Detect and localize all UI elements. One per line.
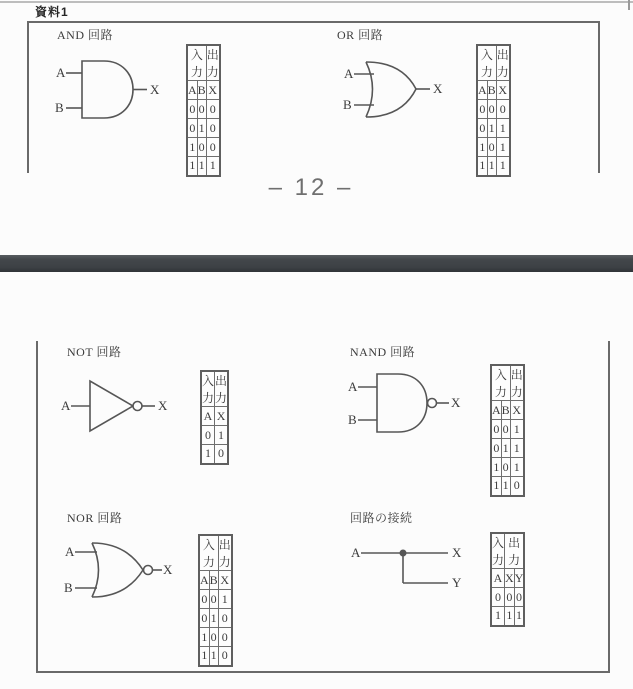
table-group-header: 入力 [201, 371, 215, 407]
table-cell: 0 [505, 588, 515, 607]
table-cell: 1 [218, 590, 232, 609]
table-row [201, 445, 228, 464]
table-col-header: X [206, 81, 220, 100]
table-col-header: Y [514, 569, 524, 588]
or-gate-diagram [336, 55, 441, 125]
truth-table [198, 534, 233, 667]
table-cell: 0 [477, 100, 487, 119]
not-output-x-label: X [158, 398, 168, 413]
table-cell: 0 [197, 100, 206, 119]
table-col-header: A [199, 571, 209, 590]
table-group-header: 出力 [496, 45, 510, 81]
table-col-header: X [218, 571, 232, 590]
and-input-a-label: A [56, 65, 66, 80]
table-cell: 1 [510, 458, 524, 477]
table-cell: 0 [209, 628, 218, 647]
table-group-header: 入力 [187, 45, 206, 81]
table-cell: 1 [199, 647, 209, 666]
table-row [199, 647, 232, 666]
table-cell: 0 [491, 439, 501, 458]
table-cell: 1 [510, 439, 524, 458]
table-row [491, 439, 524, 458]
not-input-a-label: A [61, 398, 71, 413]
nor-input-b-label: B [64, 580, 73, 595]
table-cell: 1 [505, 607, 515, 626]
or-section-title: OR 回路 [337, 28, 384, 42]
connection-output-x-label: X [452, 545, 462, 560]
table-row [199, 590, 232, 609]
table-cell: 1 [496, 157, 510, 176]
table-cell: 1 [477, 138, 487, 157]
table-cell: 1 [477, 157, 487, 176]
scan-right-edge-tick [628, 0, 630, 10]
table-cell: 1 [187, 138, 197, 157]
nand-section-title: NAND 回路 [350, 345, 416, 359]
nand-input-b-label: B [348, 412, 357, 427]
table-row [199, 628, 232, 647]
nor-gate-diagram [55, 530, 175, 602]
truth-table [490, 364, 525, 497]
table-row [477, 100, 510, 119]
table-row [491, 477, 524, 496]
table-cell: 1 [199, 628, 209, 647]
table-cell: 0 [206, 119, 220, 138]
or-output-x-label: X [433, 81, 443, 96]
table-cell: 0 [218, 609, 232, 628]
and-section-title: AND 回路 [57, 28, 113, 42]
table-col-header: B [501, 401, 510, 420]
nand-input-a-label: A [348, 379, 358, 394]
table-cell: 1 [487, 119, 496, 138]
table-row [477, 119, 510, 138]
truth-table [186, 44, 221, 177]
nand-gate-diagram [340, 370, 461, 436]
table-cell: 1 [209, 609, 218, 628]
table-cell: 1 [496, 138, 510, 157]
table-cell: 1 [187, 157, 197, 176]
table-row [201, 426, 228, 445]
table-cell: 0 [514, 588, 524, 607]
table-cell: 1 [501, 477, 510, 496]
table-cell: 1 [201, 445, 215, 464]
table-group-header: 入力 [491, 365, 510, 401]
table-group-header: 出力 [218, 535, 232, 571]
table-cell: 1 [209, 647, 218, 666]
table-cell: 1 [501, 439, 510, 458]
nand-output-x-label: X [451, 395, 461, 410]
table-group-header: 入力 [199, 535, 218, 571]
table-cell: 0 [187, 119, 197, 138]
table-row [187, 138, 220, 157]
table-cell: 0 [206, 138, 220, 157]
table-cell: 0 [199, 590, 209, 609]
table-cell: 0 [487, 138, 496, 157]
table-cell: 1 [487, 157, 496, 176]
connection-section-title: 回路の接続 [350, 511, 413, 525]
connection-output-y-label: Y [452, 575, 462, 590]
table-cell: 0 [218, 628, 232, 647]
and-output-x-label: X [150, 82, 160, 97]
scan-top-edge-line [0, 1, 633, 3]
table-row [491, 588, 524, 607]
table-cell: 0 [199, 609, 209, 628]
table-cell: 1 [491, 477, 501, 496]
table-col-header: A [491, 569, 505, 588]
table-col-header: X [215, 407, 229, 426]
table-cell: 0 [487, 100, 496, 119]
table-col-header: X [510, 401, 524, 420]
or-input-b-label: B [343, 97, 352, 112]
table-group-header: 出力 [505, 533, 525, 569]
table-cell: 1 [491, 607, 505, 626]
table-col-header: A [201, 407, 215, 426]
table-col-header: B [487, 81, 496, 100]
table-cell: 0 [201, 426, 215, 445]
not-section-title: NOT 回路 [67, 345, 122, 359]
table-cell: 0 [491, 588, 505, 607]
table-cell: 0 [215, 445, 229, 464]
table-cell: 1 [510, 420, 524, 439]
table-col-header: A [187, 81, 197, 100]
table-col-header: X [505, 569, 515, 588]
table-cell: 1 [514, 607, 524, 626]
table-cell: 1 [206, 157, 220, 176]
table-group-header: 出力 [215, 371, 229, 407]
page-separator-band [0, 255, 633, 272]
and-gate-diagram [52, 55, 160, 125]
table-row [187, 100, 220, 119]
table-cell: 0 [209, 590, 218, 609]
table-col-header: A [477, 81, 487, 100]
table-cell: 0 [501, 458, 510, 477]
page-number: – 12 – [268, 174, 354, 201]
table-cell: 0 [491, 420, 501, 439]
or-input-a-label: A [344, 66, 354, 81]
table-cell: 0 [496, 100, 510, 119]
table-cell: 0 [206, 100, 220, 119]
nor-input-a-label: A [65, 544, 75, 559]
table-cell: 1 [491, 458, 501, 477]
table-cell: 0 [218, 647, 232, 666]
truth-table [476, 44, 511, 177]
table-col-header: B [197, 81, 206, 100]
table-row [477, 138, 510, 157]
table-row [187, 119, 220, 138]
connection-input-a-label: A [351, 545, 361, 560]
table-row [199, 609, 232, 628]
table-cell: 0 [477, 119, 487, 138]
table-cell: 1 [197, 157, 206, 176]
table-cell: 0 [187, 100, 197, 119]
connection-diagram [345, 538, 465, 590]
table-row [491, 458, 524, 477]
table-cell: 0 [197, 138, 206, 157]
truth-table [490, 532, 525, 627]
table-row [491, 420, 524, 439]
table-group-header: 出力 [206, 45, 220, 81]
table-cell: 1 [496, 119, 510, 138]
table-row [187, 157, 220, 176]
table-row [491, 607, 524, 626]
table-cell: 0 [501, 420, 510, 439]
table-cell: 1 [197, 119, 206, 138]
document-title: 資料1 [35, 5, 69, 19]
table-group-header: 入力 [477, 45, 496, 81]
and-input-b-label: B [55, 100, 64, 115]
table-col-header: A [491, 401, 501, 420]
truth-table [200, 370, 229, 465]
table-group-header: 入力 [491, 533, 505, 569]
not-gate-diagram [55, 375, 170, 435]
table-cell: 1 [215, 426, 229, 445]
table-col-header: B [209, 571, 218, 590]
table-cell: 0 [510, 477, 524, 496]
nor-output-x-label: X [163, 562, 173, 577]
table-col-header: X [496, 81, 510, 100]
nor-section-title: NOR 回路 [67, 511, 123, 525]
table-row [477, 157, 510, 176]
table-group-header: 出力 [510, 365, 524, 401]
